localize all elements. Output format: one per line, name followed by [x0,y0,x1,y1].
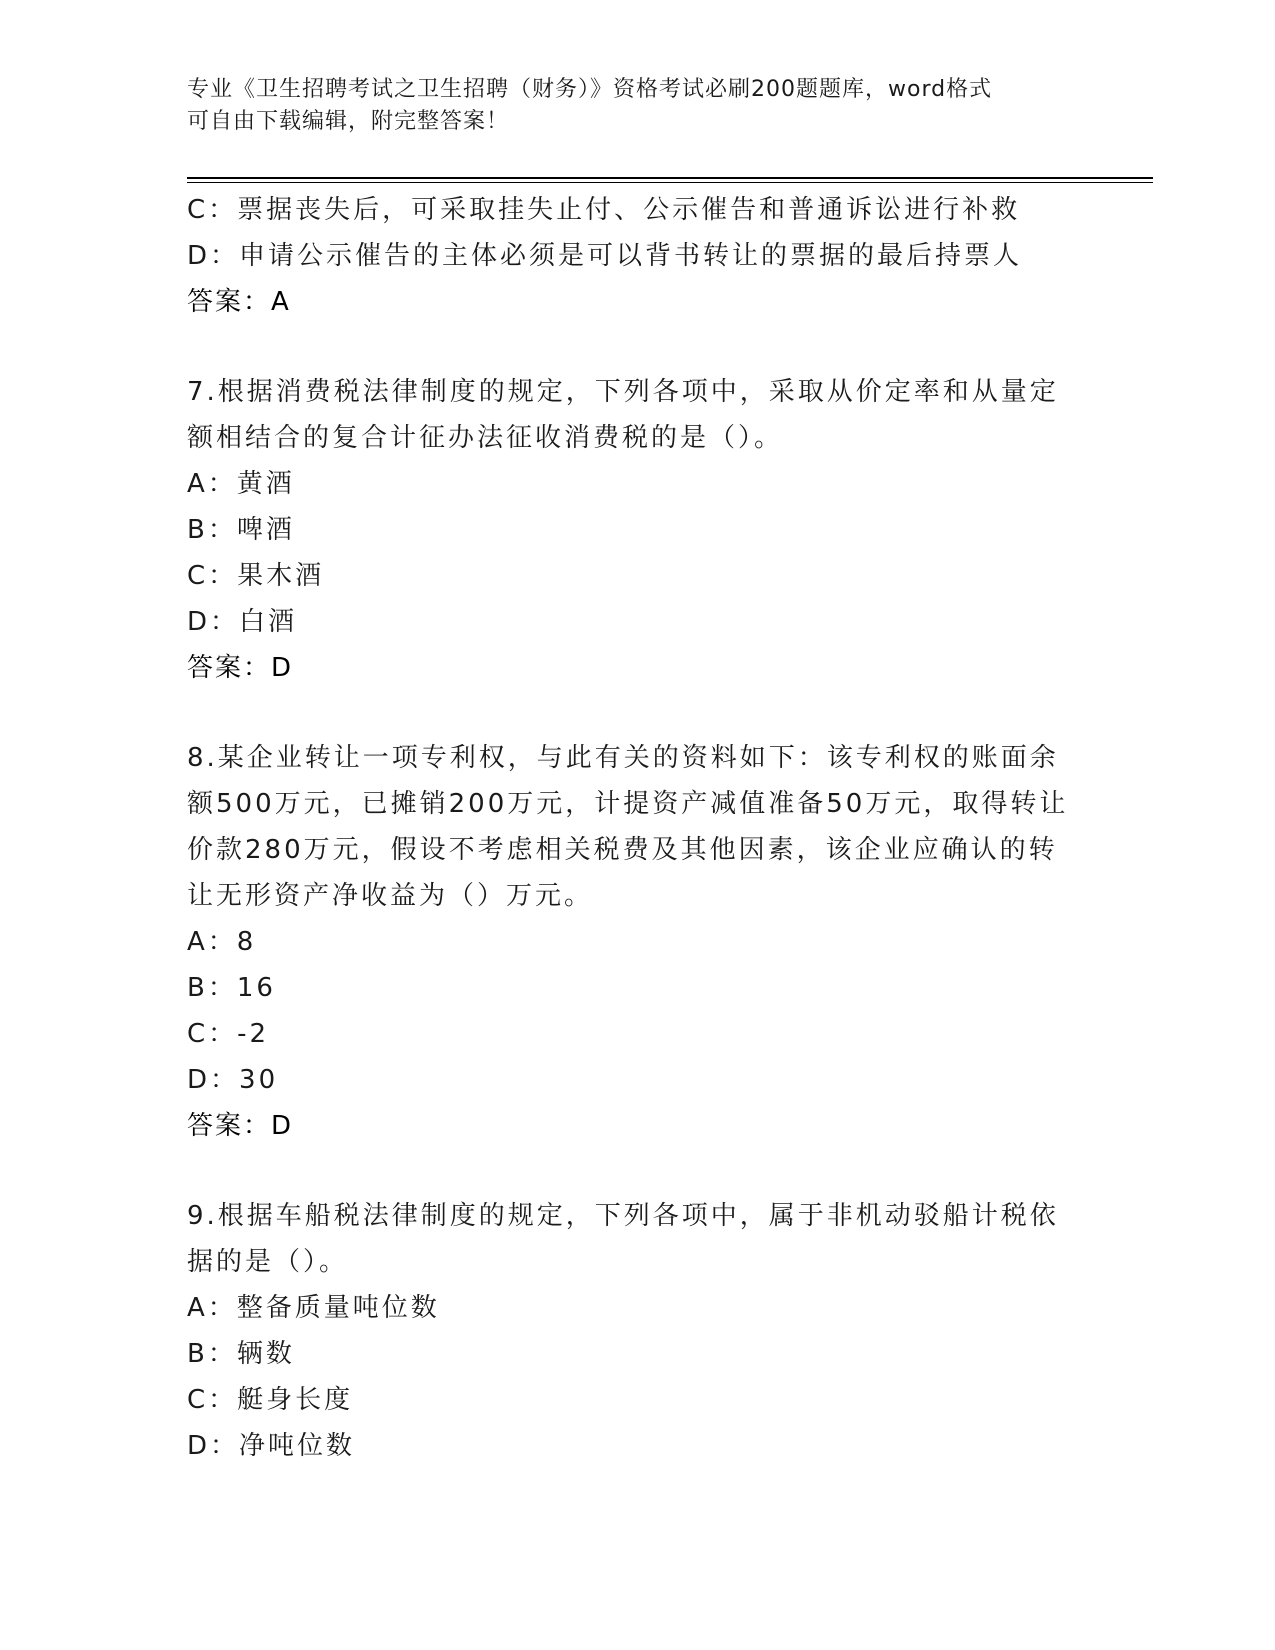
question-block-8 [187,735,1087,1149]
spacer [187,691,1087,735]
option-c: C：票据丧失后，可采取挂失止付、公示催告和普通诉讼进行补救 [187,195,1021,225]
option-a: A：整备质量吨位数 [187,1293,440,1323]
question-text-line: 据的是（）。 [187,1247,349,1277]
question-block-9 [187,1193,1087,1469]
option-d: D：30 [187,1065,279,1095]
question-text-line: 8.某企业转让一项专利权，与此有关的资料如下：该专利权的账面余 [187,743,1059,773]
document-header [187,74,1067,138]
question-block-prev [187,187,1087,325]
question-text-line: 让无形资产净收益为（）万元。 [187,881,594,911]
header-title-line-2: 可自由下载编辑，附完整答案！ [187,109,510,134]
option-d: D：白酒 [187,607,298,637]
header-title-line-1: 专业《卫生招聘考试之卫生招聘（财务）》资格考试必刷200题题库，word格式 [187,77,993,102]
answer-line: 答案：D [187,653,294,683]
option-b: B：16 [187,973,276,1003]
option-b: B：辆数 [187,1339,295,1369]
header-rule-thin [187,182,1153,183]
header-rule-thick [187,177,1153,179]
answer-line: 答案：A [187,287,291,317]
question-block-7 [187,369,1087,691]
question-text-line: 价款280万元，假设不考虑相关税费及其他因素，该企业应确认的转 [187,835,1058,865]
spacer [187,1149,1087,1193]
option-a: A：黄酒 [187,469,295,499]
question-text-line: 额相结合的复合计征办法征收消费税的是（）。 [187,423,784,453]
question-text-line: 9.根据车船税法律制度的规定，下列各项中，属于非机动驳船计税依 [187,1201,1059,1231]
spacer [187,325,1087,369]
option-b: B：啤酒 [187,515,295,545]
option-d: D：净吨位数 [187,1431,356,1461]
option-c: C：-2 [187,1019,270,1049]
document-body [187,187,1087,1469]
option-a: A：8 [187,927,257,957]
question-text-line: 7.根据消费税法律制度的规定，下列各项中，采取从价定率和从量定 [187,377,1059,407]
option-c: C：果木酒 [187,561,325,591]
option-c: C：艇身长度 [187,1385,354,1415]
question-text-line: 额500万元，已摊销200万元，计提资产减值准备50万元，取得转让 [187,789,1069,819]
option-d: D：申请公示催告的主体必须是可以背书转让的票据的最后持票人 [187,241,1023,271]
answer-line: 答案：D [187,1111,294,1141]
